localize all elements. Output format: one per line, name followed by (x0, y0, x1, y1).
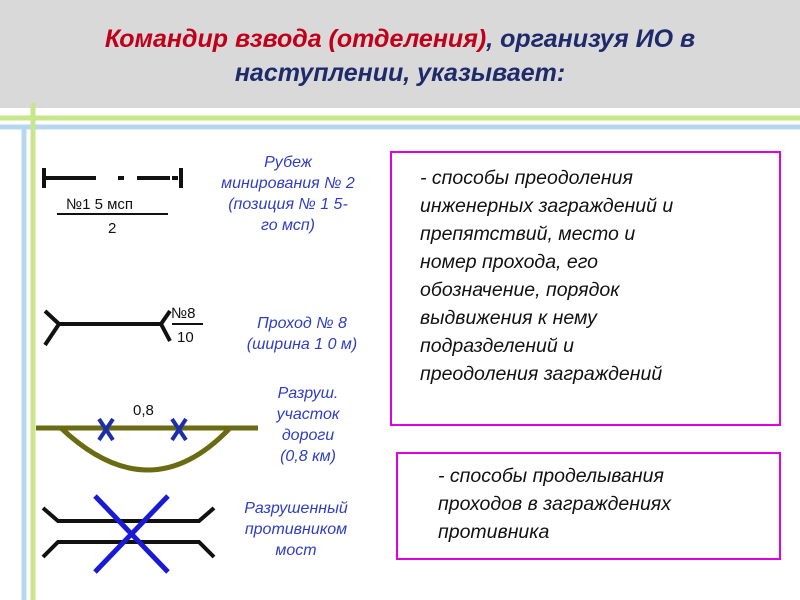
road-value: 0,8 (133, 402, 154, 419)
title-rest: , организуя ИО в (486, 25, 696, 53)
passage-symbol (45, 305, 203, 346)
passage-numerator: №8 (171, 305, 196, 322)
destroyed-road-symbol (36, 402, 258, 470)
destroyed-bridge-symbol (43, 496, 214, 572)
mining-line-label: Рубеж минирования № 2 (позиция № 1 5- го мсп) (221, 154, 355, 234)
road-label: Разруш. участок дороги (0,8 км) (276, 385, 340, 465)
mining-denominator: 2 (108, 220, 117, 237)
passage-label: Проход № 8 (ширина 1 0 м) (246, 315, 358, 353)
instructions-box-2-text: - способы проделывания проходов в заграждениях противника (438, 465, 671, 543)
bridge-label: Разрушенный противником мост (244, 500, 348, 559)
mining-line-symbol (44, 168, 181, 237)
instructions-box-1-text: - способы преодоления инженерных заграждений и препятствий, место и номер прохода, его обозначение, порядок выдвижения к нему подразделений и преодоления заграждений (420, 167, 674, 385)
passage-denominator: 10 (177, 329, 194, 346)
mining-caption: №1 5 мсп (66, 196, 134, 213)
title-accent: Командир взвода (отделения) (104, 25, 487, 53)
title-line-2: наступлении, указывает: (234, 59, 566, 87)
